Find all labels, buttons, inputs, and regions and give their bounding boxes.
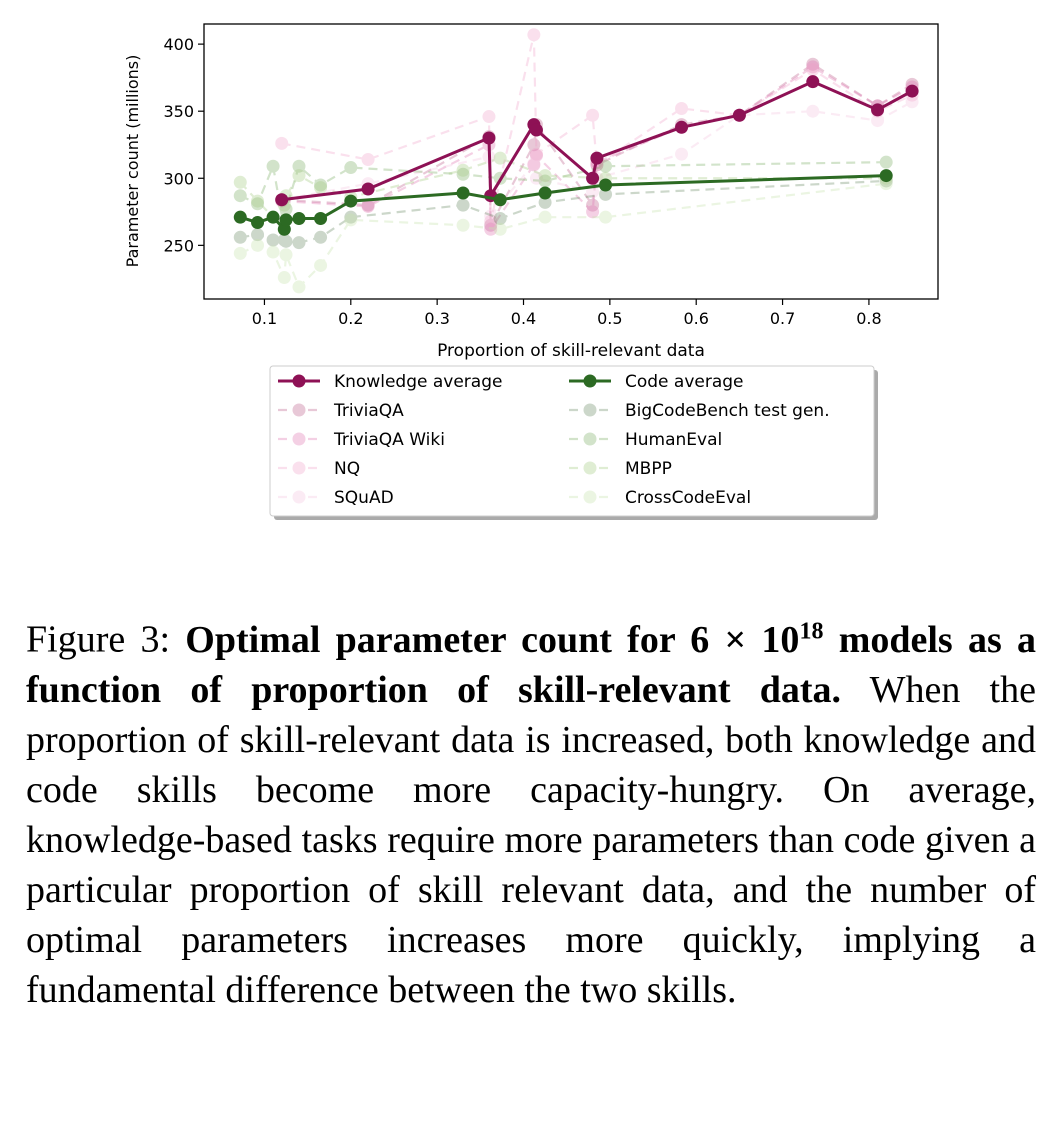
data-point — [234, 211, 247, 224]
data-point — [906, 85, 919, 98]
caption-label: Figure 3: — [26, 618, 171, 661]
data-point — [362, 200, 375, 213]
data-point — [344, 195, 357, 208]
chart — [0, 0, 1058, 530]
y-axis-ticks — [163, 35, 204, 255]
x-tick-label: 0.8 — [856, 309, 882, 328]
legend-swatch-marker — [584, 462, 597, 475]
data-point — [314, 231, 327, 244]
data-point — [675, 121, 688, 134]
data-point — [251, 195, 264, 208]
data-point — [482, 132, 495, 145]
data-point — [599, 178, 612, 191]
x-tick-label: 0.7 — [769, 309, 796, 328]
data-point — [234, 189, 247, 202]
data-point — [280, 213, 293, 226]
caption-title: Optimal parameter count for $6 \times 10^{18}$ models as a function of proportion of skill-relevant data. — [26, 618, 1036, 711]
data-point — [278, 271, 291, 284]
data-point — [539, 211, 552, 224]
legend-label: TriviaQA Wiki — [334, 430, 445, 450]
legend-swatch-marker — [293, 404, 306, 417]
data-point — [457, 199, 470, 212]
data-point — [251, 216, 264, 229]
data-point — [362, 183, 375, 196]
legend-label: Knowledge average — [334, 372, 503, 392]
legend-swatch-marker — [584, 491, 597, 504]
data-point — [539, 187, 552, 200]
legend — [270, 366, 878, 520]
legend-label: TriviaQA — [334, 401, 404, 421]
data-point — [494, 193, 507, 206]
data-point — [267, 160, 280, 173]
data-point — [539, 169, 552, 182]
data-point — [234, 231, 247, 244]
x-tick-label: 0.2 — [338, 309, 364, 328]
data-point — [599, 211, 612, 224]
y-tick-label: 250 — [163, 236, 194, 256]
data-point — [292, 280, 305, 293]
data-point — [457, 187, 470, 200]
y-axis-label: Parameter count (millions) — [123, 54, 142, 268]
y-tick-label: 300 — [163, 169, 194, 189]
legend-label: NQ — [334, 459, 361, 479]
data-point — [314, 181, 327, 194]
legend-swatch-marker — [293, 491, 306, 504]
data-point — [267, 211, 280, 224]
x-tick-label: 0.4 — [510, 309, 537, 328]
data-point — [292, 212, 305, 225]
data-point — [314, 212, 327, 225]
data-point — [234, 247, 247, 260]
caption-body: When the proportion of skill-relevant data is increased, both knowledge and code skills become more capacity-hungry. On average, knowledge-based tasks require more parameters than code given a particular proportion of skill relevant data, and the number of optimal parameters increases more quickly, implying a fundamental difference between the two skills. — [26, 668, 1036, 1011]
data-point — [675, 148, 688, 161]
legend-label: BigCodeBench test gen. — [625, 401, 830, 421]
data-point — [267, 233, 280, 246]
legend-swatch-marker — [584, 404, 597, 417]
data-point — [806, 75, 819, 88]
legend-swatch-marker — [293, 462, 306, 475]
x-tick-label: 0.1 — [251, 309, 278, 328]
legend-swatch-marker — [584, 375, 597, 388]
legend-label: SQuAD — [334, 488, 394, 508]
legend-swatch-marker — [293, 375, 306, 388]
y-tick-label: 400 — [163, 35, 194, 55]
data-point — [275, 193, 288, 206]
data-point — [675, 102, 688, 115]
data-point — [280, 235, 293, 248]
data-point — [527, 28, 540, 41]
x-tick-label: 0.6 — [683, 309, 709, 328]
legend-label: MBPP — [625, 459, 672, 479]
legend-label: Code average — [625, 372, 744, 392]
data-point — [267, 246, 280, 259]
data-point — [457, 219, 470, 232]
data-point — [586, 172, 599, 185]
data-point — [733, 109, 746, 122]
data-point — [494, 223, 507, 236]
caption-exponent: 18 — [799, 618, 824, 644]
x-axis-ticks — [252, 299, 882, 328]
data-point — [586, 109, 599, 122]
data-point — [806, 105, 819, 118]
data-point — [275, 137, 288, 150]
data-point — [344, 161, 357, 174]
data-point — [292, 236, 305, 249]
legend-label: CrossCodeEval — [625, 488, 752, 508]
data-point — [494, 152, 507, 165]
data-point — [871, 103, 884, 116]
data-point — [880, 169, 893, 182]
plot-area — [204, 24, 938, 299]
data-point — [482, 110, 495, 123]
x-axis-label: Proportion of skill-relevant data — [437, 341, 705, 361]
data-point — [280, 248, 293, 261]
data-point — [251, 239, 264, 252]
legend-swatch-marker — [293, 433, 306, 446]
x-tick-label: 0.5 — [597, 309, 623, 328]
legend-label: HumanEval — [625, 430, 723, 450]
x-tick-label: 0.3 — [424, 309, 450, 328]
data-point — [880, 156, 893, 169]
data-point — [530, 123, 543, 136]
figure-caption — [26, 606, 1036, 1015]
data-point — [527, 157, 540, 170]
data-point — [362, 153, 375, 166]
data-point — [457, 164, 470, 177]
data-point — [292, 169, 305, 182]
data-point — [590, 152, 603, 165]
y-tick-label: 350 — [163, 102, 194, 122]
data-point — [234, 176, 247, 189]
data-point — [806, 63, 819, 76]
legend-swatch-marker — [584, 433, 597, 446]
data-point — [314, 259, 327, 272]
data-point — [344, 213, 357, 226]
